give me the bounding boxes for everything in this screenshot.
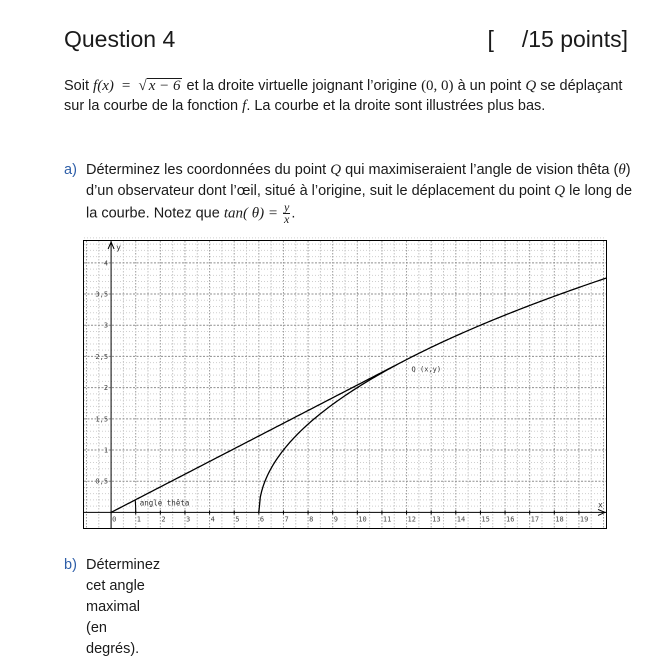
part-a-letter: a) (64, 162, 77, 178)
question-title: Question 4 (64, 26, 176, 52)
x-tick-label: 18 (555, 515, 564, 524)
question-header (64, 26, 630, 58)
intro-f-of-x: f(x) (93, 78, 114, 94)
part-a-theta: θ (618, 162, 626, 178)
point-q-label: Q (x,y) (411, 365, 442, 374)
part-a-text4: le long de la courbe. Notez que (86, 183, 633, 222)
angle-arc (135, 500, 136, 512)
x-tick-label: 12 (407, 515, 416, 524)
part-a-point-q: Q (330, 162, 342, 178)
frac-numerator: y (284, 200, 290, 214)
part-a-point-q2: Q (554, 183, 566, 199)
points-value: /15 points] (521, 26, 628, 52)
intro-func-f: f (242, 98, 247, 114)
intro-origin: (0, 0) (421, 78, 454, 94)
part-a-text3: ) d’un observateur dont l’œil, situé à l’origine, suit le déplacement du point (86, 162, 631, 199)
x-tick-label: 14 (456, 515, 466, 524)
x-axis-label: x (598, 500, 603, 510)
intro-point-q: Q (525, 78, 537, 94)
x-tick-label: 16 (506, 515, 515, 524)
x-tick-label: 11 (382, 515, 392, 524)
x-tick-label: 0 (112, 515, 117, 524)
y-tick-label: 2 (103, 384, 109, 393)
y-axis-label: y (116, 243, 121, 252)
x-tick-label: 4 (210, 515, 215, 524)
x-tick-label: 7 (284, 515, 289, 524)
x-tick-label: 8 (309, 515, 314, 524)
part-b-text: Déterminez cet angle maximal (en degrés). (86, 557, 161, 657)
points-bracket-open: [ (487, 26, 494, 52)
graph-svg (84, 241, 606, 528)
points-label (487, 26, 628, 53)
x-tick-label: 3 (185, 515, 191, 524)
y-tick-label: 2,5 (95, 352, 109, 361)
intro-text2: à un point (457, 78, 522, 94)
angle-label: angle thêta (139, 498, 190, 508)
x-tick-label: 9 (333, 515, 338, 524)
y-tick-label: 1,5 (95, 415, 109, 424)
intro-soit: Soit (64, 78, 89, 94)
part-a-formula: tan( θ) = (223, 205, 278, 222)
y-tick-label: 1 (103, 446, 109, 455)
y-tick-label: 3 (103, 321, 109, 330)
x-tick-label: 1 (136, 515, 141, 524)
intro-equals: = (121, 78, 131, 94)
intro-text3: se déplaçant sur la courbe de la fonction (64, 78, 623, 114)
part-a-text2: qui maximiseraient l’angle de vision thêta ( (345, 162, 619, 178)
x-tick-label: 13 (432, 515, 441, 524)
question-intro (64, 76, 634, 116)
part-b-letter: b) (64, 557, 77, 573)
intro-text1: et la droite virtuelle joignant l’origine (186, 78, 418, 94)
part-a-fraction (283, 202, 290, 225)
frac-denominator: x (284, 212, 290, 226)
part-a-text (86, 160, 638, 225)
intro-text4: . La courbe et la droite sont illustrées plus bas. (246, 98, 546, 114)
function-graph (83, 240, 607, 529)
y-tick-label: 0,5 (95, 477, 109, 486)
y-tick-label: 3,5 (95, 290, 109, 299)
part-a-text1: Déterminez les coordonnées du point (86, 162, 327, 178)
part-a-period: . (291, 205, 296, 222)
sqrt-icon: √ (138, 78, 147, 94)
x-tick-label: 6 (259, 515, 265, 524)
y-tick-label: 4 (103, 259, 109, 268)
x-tick-label: 10 (358, 515, 367, 524)
intro-sqrt-content: x − 6 (148, 78, 181, 94)
x-tick-label: 5 (235, 515, 240, 524)
x-tick-label: 19 (579, 515, 589, 524)
x-tick-label: 17 (530, 515, 540, 524)
x-tick-label: 2 (161, 515, 166, 524)
x-tick-label: 15 (481, 515, 490, 524)
